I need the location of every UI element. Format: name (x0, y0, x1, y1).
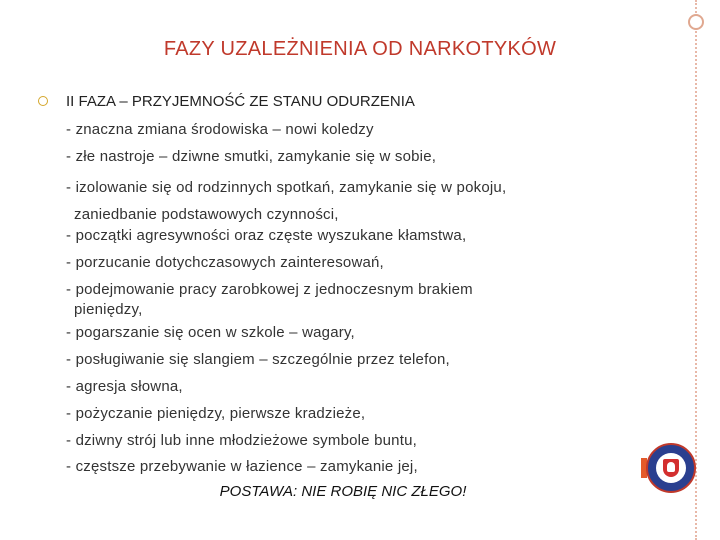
eagle-icon (667, 462, 675, 472)
list-item: - dziwny strój lub inne młodzieżowe symbole buntu, (66, 432, 417, 449)
ring-bullet-icon (38, 96, 48, 106)
list-item: - złe nastroje – dziwne smutki, zamykanie się w sobie, (66, 148, 437, 165)
police-emblem-logo (646, 443, 696, 493)
slide-footer: POSTAWA: NIE ROBIĘ NIC ZŁEGO! (219, 483, 467, 500)
section-heading: II FAZA – PRZYJEMNOŚĆ ZE STANU ODURZENIA (66, 93, 415, 110)
slide-title: FAZY UZALEŻNIENIA OD NARKOTYKÓW (163, 38, 557, 60)
decorative-ring-icon (688, 14, 704, 30)
list-item: - agresja słowna, (66, 378, 183, 395)
list-item: - początki agresywności oraz częste wyszukane kłamstwa, (66, 227, 467, 244)
list-item: - znaczna zmiana środowiska – nowi koledzy (66, 121, 374, 138)
list-item: - pożyczanie pieniędzy, pierwsze kradzieże, (66, 405, 366, 422)
list-item: - posługiwanie się slangiem – szczególnie przez telefon, (66, 351, 450, 368)
list-item: - częstsze przebywanie w łazience – zamykanie jej, (66, 458, 418, 475)
list-item: - podejmowanie pracy zarobkowej z jednoczesnym brakiem pieniędzy, (66, 281, 473, 318)
decorative-dotted-line (695, 0, 697, 540)
list-item: - izolowanie się od rodzinnych spotkań, zamykanie się w pokoju, zaniedbanie podstawowych czynności, (66, 179, 507, 223)
list-item: - pogarszanie się ocen w szkole – wagary, (66, 324, 355, 341)
list-item: - porzucanie dotychczasowych zainteresowań, (66, 254, 384, 271)
